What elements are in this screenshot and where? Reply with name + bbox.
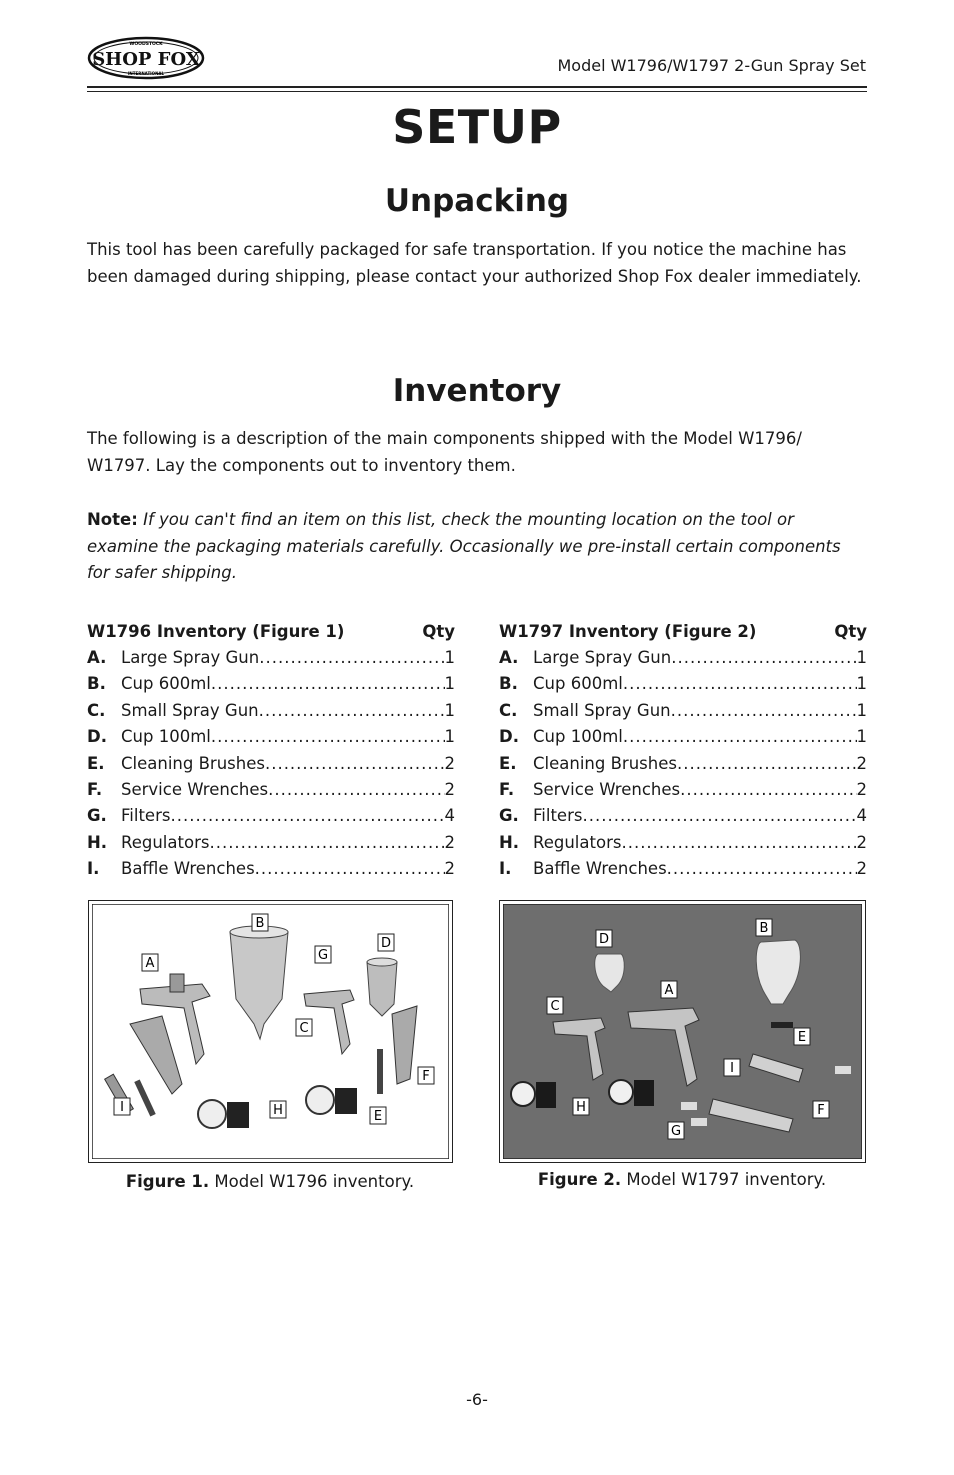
figure-1-caption-text: Model W1796 inventory. — [214, 1172, 415, 1191]
list-item: F. Service Wrenches ..... 2 — [87, 777, 455, 803]
inventory-note — [87, 507, 847, 587]
figure-2-label: Figure 2. — [537, 1170, 622, 1189]
logo-text: SHOP FOX — [92, 49, 200, 70]
list-title: W1796 Inventory (Figure 1) — [87, 622, 345, 641]
unpacking-heading: Unpacking — [384, 183, 570, 219]
note-label: Note: — [87, 510, 138, 529]
list-header — [499, 618, 867, 645]
list-item: C. Small Spray Gun ..... 1 — [499, 698, 867, 724]
figure-1-caption — [80, 1172, 460, 1191]
figure-2-caption-text: Model W1797 inventory. — [626, 1170, 827, 1189]
callout-c: C — [550, 999, 560, 1014]
figure-2-photo — [499, 900, 866, 1163]
list-header — [87, 618, 455, 645]
qty-label: Qty — [834, 622, 867, 641]
inventory-heading: Inventory — [392, 373, 562, 409]
list-item: E. Cleaning Brushes ..... 2 — [87, 751, 455, 777]
figure-1-photo — [88, 900, 453, 1163]
callout-g: G — [670, 1124, 682, 1139]
unpacking-text: This tool has been carefully packaged for safe transportation. If you notice the machine has been damaged during shipping, please contact your authorized Shop Fox dealer immediately. — [87, 240, 862, 286]
callout-d: D — [380, 936, 392, 951]
header-rule — [87, 86, 867, 88]
header-rule-thin — [87, 91, 867, 92]
inventory-list-w1797 — [499, 618, 867, 883]
callout-a: A — [145, 956, 155, 971]
figure-2-caption — [492, 1170, 872, 1189]
list-item: G. Filters ..... 4 — [87, 803, 455, 829]
note-text: If you can't find an item on this list, check the mounting location on the tool or examine the packaging materials carefully. Occasionally we pre-install certain components for safer shipping. — [87, 510, 841, 582]
shop-fox-logo — [87, 36, 205, 80]
list-item: C. Small Spray Gun ..... 1 — [87, 698, 455, 724]
callout-c: C — [299, 1021, 309, 1036]
callout-f: F — [817, 1103, 825, 1118]
inventory-text: The following is a description of the main components shipped with the Model W1796/ W1797. Lay the components out to inventory them. — [87, 429, 802, 475]
callout-b: B — [759, 921, 769, 936]
qty-label: Qty — [422, 622, 455, 641]
list-title: W1797 Inventory (Figure 2) — [499, 622, 757, 641]
callout-d: D — [598, 932, 610, 947]
list-item: A. Large Spray Gun ..... 1 — [87, 645, 455, 671]
list-item: A. Large Spray Gun ..... 1 — [499, 645, 867, 671]
logo-bottom-text: INTERNATIONAL — [127, 71, 165, 76]
callout-e: E — [797, 1030, 807, 1045]
callout-b: B — [255, 916, 265, 931]
list-item: E. Cleaning Brushes ..... 2 — [499, 751, 867, 777]
callout-i: I — [730, 1061, 734, 1076]
callout-e: E — [373, 1109, 383, 1124]
list-item: H. Regulators ..... 2 — [87, 830, 455, 856]
callout-a: A — [664, 983, 674, 998]
list-item: B. Cup 600ml ..... 1 — [87, 671, 455, 697]
model-title: Model W1796/W1797 2-Gun Spray Set — [557, 56, 866, 75]
list-item: B. Cup 600ml ..... 1 — [499, 671, 867, 697]
inventory-list-w1796 — [87, 618, 455, 883]
list-item: I. Baffle Wrenches ..... 2 — [87, 856, 455, 882]
page-number: -6- — [466, 1390, 488, 1409]
callout-f: F — [422, 1069, 430, 1084]
callout-h: H — [273, 1103, 283, 1118]
callout-i: I — [120, 1100, 124, 1115]
callout-h: H — [576, 1100, 586, 1115]
logo-top-text: WOODSTOCK — [129, 42, 163, 47]
list-item: I. Baffle Wrenches ..... 2 — [499, 856, 867, 882]
list-item: F. Service Wrenches ..... 2 — [499, 777, 867, 803]
figure-1-label: Figure 1. — [125, 1172, 210, 1191]
page-title: SETUP — [392, 100, 562, 154]
list-item: H. Regulators ..... 2 — [499, 830, 867, 856]
list-item: D. Cup 100ml ..... 1 — [499, 724, 867, 750]
list-item: G. Filters ..... 4 — [499, 803, 867, 829]
list-item: D. Cup 100ml ..... 1 — [87, 724, 455, 750]
callout-g: G — [317, 948, 329, 963]
